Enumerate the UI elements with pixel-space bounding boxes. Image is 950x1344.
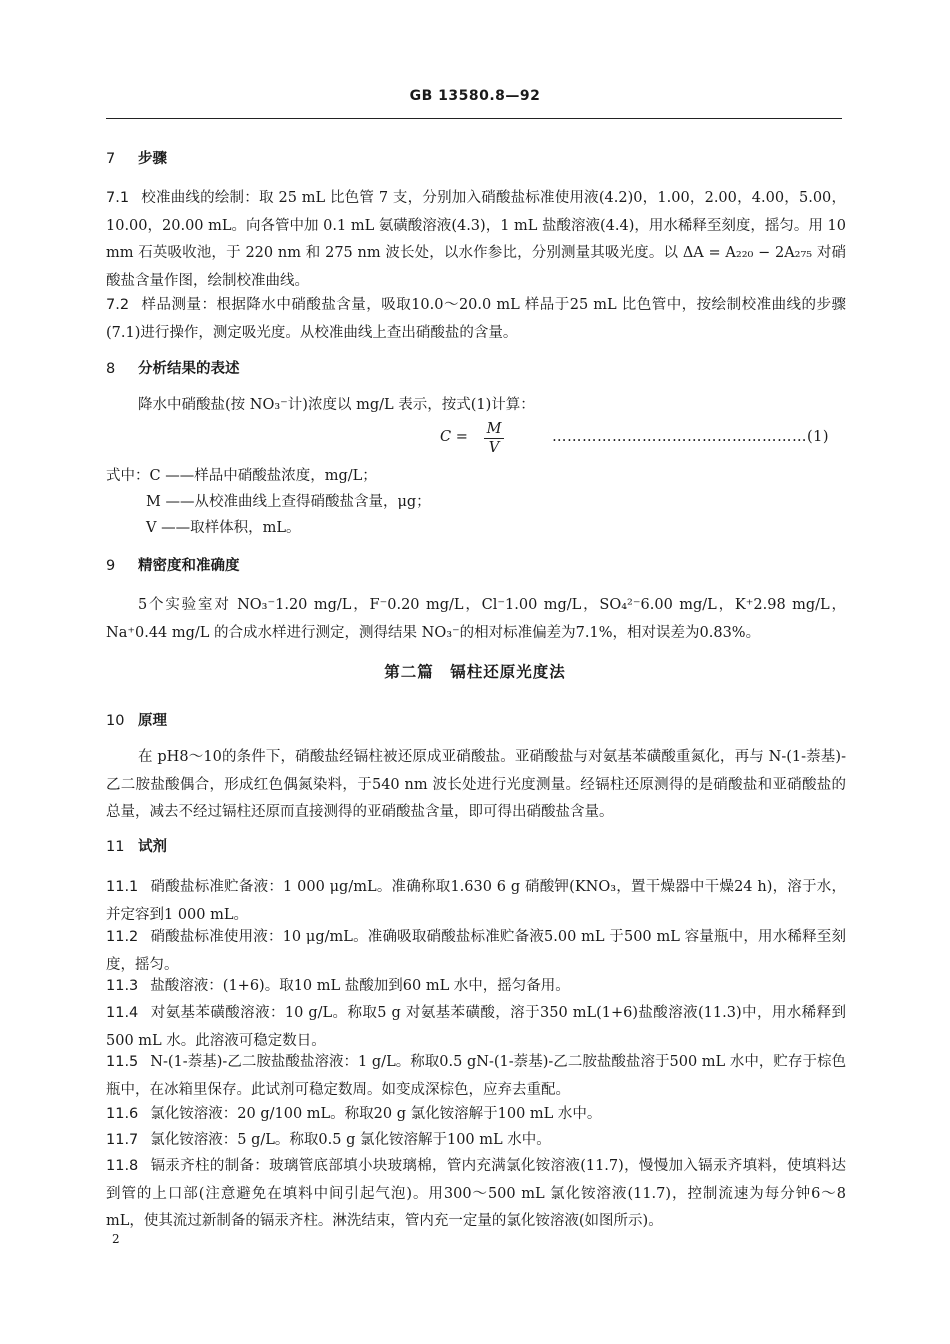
- item-11-3-text: 盐酸溶液：(1+6)。取10 mL 盐酸加到60 mL 水中，摇匀备用。: [150, 978, 570, 994]
- item-11-6: [106, 1101, 846, 1129]
- section-8-intro: 降水中硝酸盐(按 NO₃⁻计)浓度以 mg/L 表示，按式(1)计算：: [138, 397, 535, 413]
- page-number: 2: [112, 1232, 120, 1246]
- item-11-8-text: 镉汞齐柱的制备：玻璃管底部填小块玻璃棉，管内充满氯化铵溶液(11.7)，慢慢加入镉汞齐填料，使填料达到管的上口部(注意避免在填料中间引起气泡)。用300～500 mL 氯化铵溶液(11.7)，控制流速为每分钟6～8 mL，使其流过新制备的镉汞齐柱。淋洗结束，管内充一定量的氯化铵溶液(如图所示)。: [106, 1158, 846, 1229]
- item-11-3-number: 11.3: [106, 978, 139, 994]
- section-11-title: 试剂: [138, 839, 167, 855]
- section-8-title: 分析结果的表述: [138, 361, 240, 377]
- item-11-6-text: 氯化铵溶液：20 g/100 mL。称取20 g 氯化铵溶解于100 mL 水中。: [150, 1106, 602, 1122]
- item-11-6-number: 11.6: [106, 1106, 139, 1122]
- section-9-title: 精密度和准确度: [138, 558, 240, 574]
- item-11-5-number: 11.5: [106, 1054, 139, 1070]
- item-11-4-number: 11.4: [106, 1005, 139, 1021]
- para-7-1: [106, 185, 846, 295]
- section-7-title: 步骤: [138, 151, 167, 167]
- para-7-2-text: 样品测量：根据降水中硝酸盐含量，吸取10.0～20.0 mL 样品于25 mL 比色管中，按绘制校准曲线的步骤(7.1)进行操作，测定吸光度。从校准曲线上查出硝酸盐的含量。: [106, 297, 846, 341]
- item-11-7: [106, 1127, 846, 1155]
- para-7-2-number: 7.2: [106, 297, 130, 313]
- section-10-heading: [106, 708, 846, 736]
- item-11-8-number: 11.8: [106, 1158, 139, 1174]
- item-11-4: [106, 1000, 846, 1055]
- item-11-7-number: 11.7: [106, 1132, 139, 1148]
- item-11-1-number: 11.1: [106, 879, 139, 895]
- section-10-text: 在 pH8～10的条件下，硝酸盐经镉柱被还原成亚硝酸盐。亚硝酸盐与对氨基苯磺酸重氮化，再与 N-(1-萘基)-乙二胺盐酸偶合，形成红色偶氮染料，于540 nm 波长处进行光度测量。经镉柱还原测得的是硝酸盐和亚硝酸盐的总量，减去不经过镉柱还原而直接测得的亚硝酸盐含量，即可得出硝酸盐含量。: [106, 749, 846, 820]
- formula-numerator: M: [484, 420, 504, 439]
- section-7-heading: [106, 146, 846, 174]
- section-9-number: 9: [106, 558, 116, 574]
- section-9-heading: [106, 553, 846, 581]
- para-7-1-number: 7.1: [106, 190, 130, 206]
- item-11-5: [106, 1049, 846, 1104]
- section-8-heading: [106, 356, 846, 384]
- item-11-3: [106, 973, 846, 1001]
- formula-number: ……………………………………………(1): [552, 429, 830, 445]
- section-10-title: 原理: [138, 713, 167, 729]
- item-11-1-text: 硝酸盐标准贮备液：1 000 μg/mL。准确称取1.630 6 g 硝酸钾(KNO₃，置干燥器中干燥24 h)，溶于水，并定容到1 000 mL。: [106, 879, 846, 923]
- standard-header: GB 13580.8—92: [409, 88, 541, 104]
- formula-fraction: [484, 420, 504, 457]
- item-11-4-text: 对氨基苯磺酸溶液：10 g/L。称取5 g 对氨基苯磺酸，溶于350 mL(1+6)盐酸溶液(11.3)中，用水稀释到500 mL 水。此溶液可稳定数日。: [106, 1005, 846, 1049]
- para-7-1-text: 校准曲线的绘制：取 25 mL 比色管 7 支，分别加入硝酸盐标准使用液(4.2)0，1.00，2.00，4.00，5.00，10.00，20.00 mL。向各管中加 0.1 mL 氨磺酸溶液(4.3)，1 mL 盐酸溶液(4.4)，用水稀释至刻度，摇匀。用 10 mm 石英吸收池，于 220 nm 和 275 nm 波长处，以水作参比，分别测量其吸光度。以 ΔA = A₂₂₀ − 2A₂₇₅ 对硝酸盐含量作图，绘制校准曲线。: [106, 190, 846, 289]
- item-11-2-number: 11.2: [106, 929, 139, 945]
- section-11-heading: [106, 834, 846, 862]
- formula-1: [440, 420, 850, 460]
- where-c: 式中：C ——样品中硝酸盐浓度，mg/L；: [106, 468, 377, 484]
- section-7-number: 7: [106, 151, 116, 167]
- formula-denominator: V: [488, 440, 500, 456]
- where-m: M ——从校准曲线上查得硝酸盐含量，μg；: [146, 494, 431, 510]
- part-two-title: 第二篇 镉柱还原光度法: [384, 663, 566, 681]
- item-11-7-text: 氯化铵溶液：5 g/L。称取0.5 g 氯化铵溶解于100 mL 水中。: [150, 1132, 551, 1148]
- item-11-5-text: N-(1-萘基)-乙二胺盐酸盐溶液：1 g/L。称取0.5 gN-(1-萘基)-乙二胺盐酸盐溶于500 mL 水中，贮存于棕色瓶中，在冰箱里保存。此试剂可稳定数周。如变成深棕色，应弃去重配。: [106, 1054, 846, 1098]
- section-11-number: 11: [106, 839, 125, 855]
- item-11-1: [106, 874, 846, 929]
- item-11-8: [106, 1153, 846, 1236]
- header-rule: [106, 118, 842, 119]
- section-8-number: 8: [106, 361, 116, 377]
- item-11-2-text: 硝酸盐标准使用液：10 μg/mL。准确吸取硝酸盐标准贮备液5.00 mL 于500 mL 容量瓶中，用水稀释至刻度，摇匀。: [106, 929, 846, 973]
- item-11-2: [106, 924, 846, 979]
- formula-lhs: C =: [440, 429, 468, 445]
- where-v: V ——取样体积，mL。: [146, 520, 301, 536]
- section-10-number: 10: [106, 713, 125, 729]
- para-7-2: [106, 292, 846, 347]
- section-9-text: 5个实验室对 NO₃⁻1.20 mg/L，F⁻0.20 mg/L，Cl⁻1.00 mg/L，SO₄²⁻6.00 mg/L，K⁺2.98 mg/L，Na⁺0.44 mg/L 的合成水样进行测定，测得结果 NO₃⁻的相对标准偏差为7.1%，相对误差为0.83%。: [106, 597, 846, 641]
